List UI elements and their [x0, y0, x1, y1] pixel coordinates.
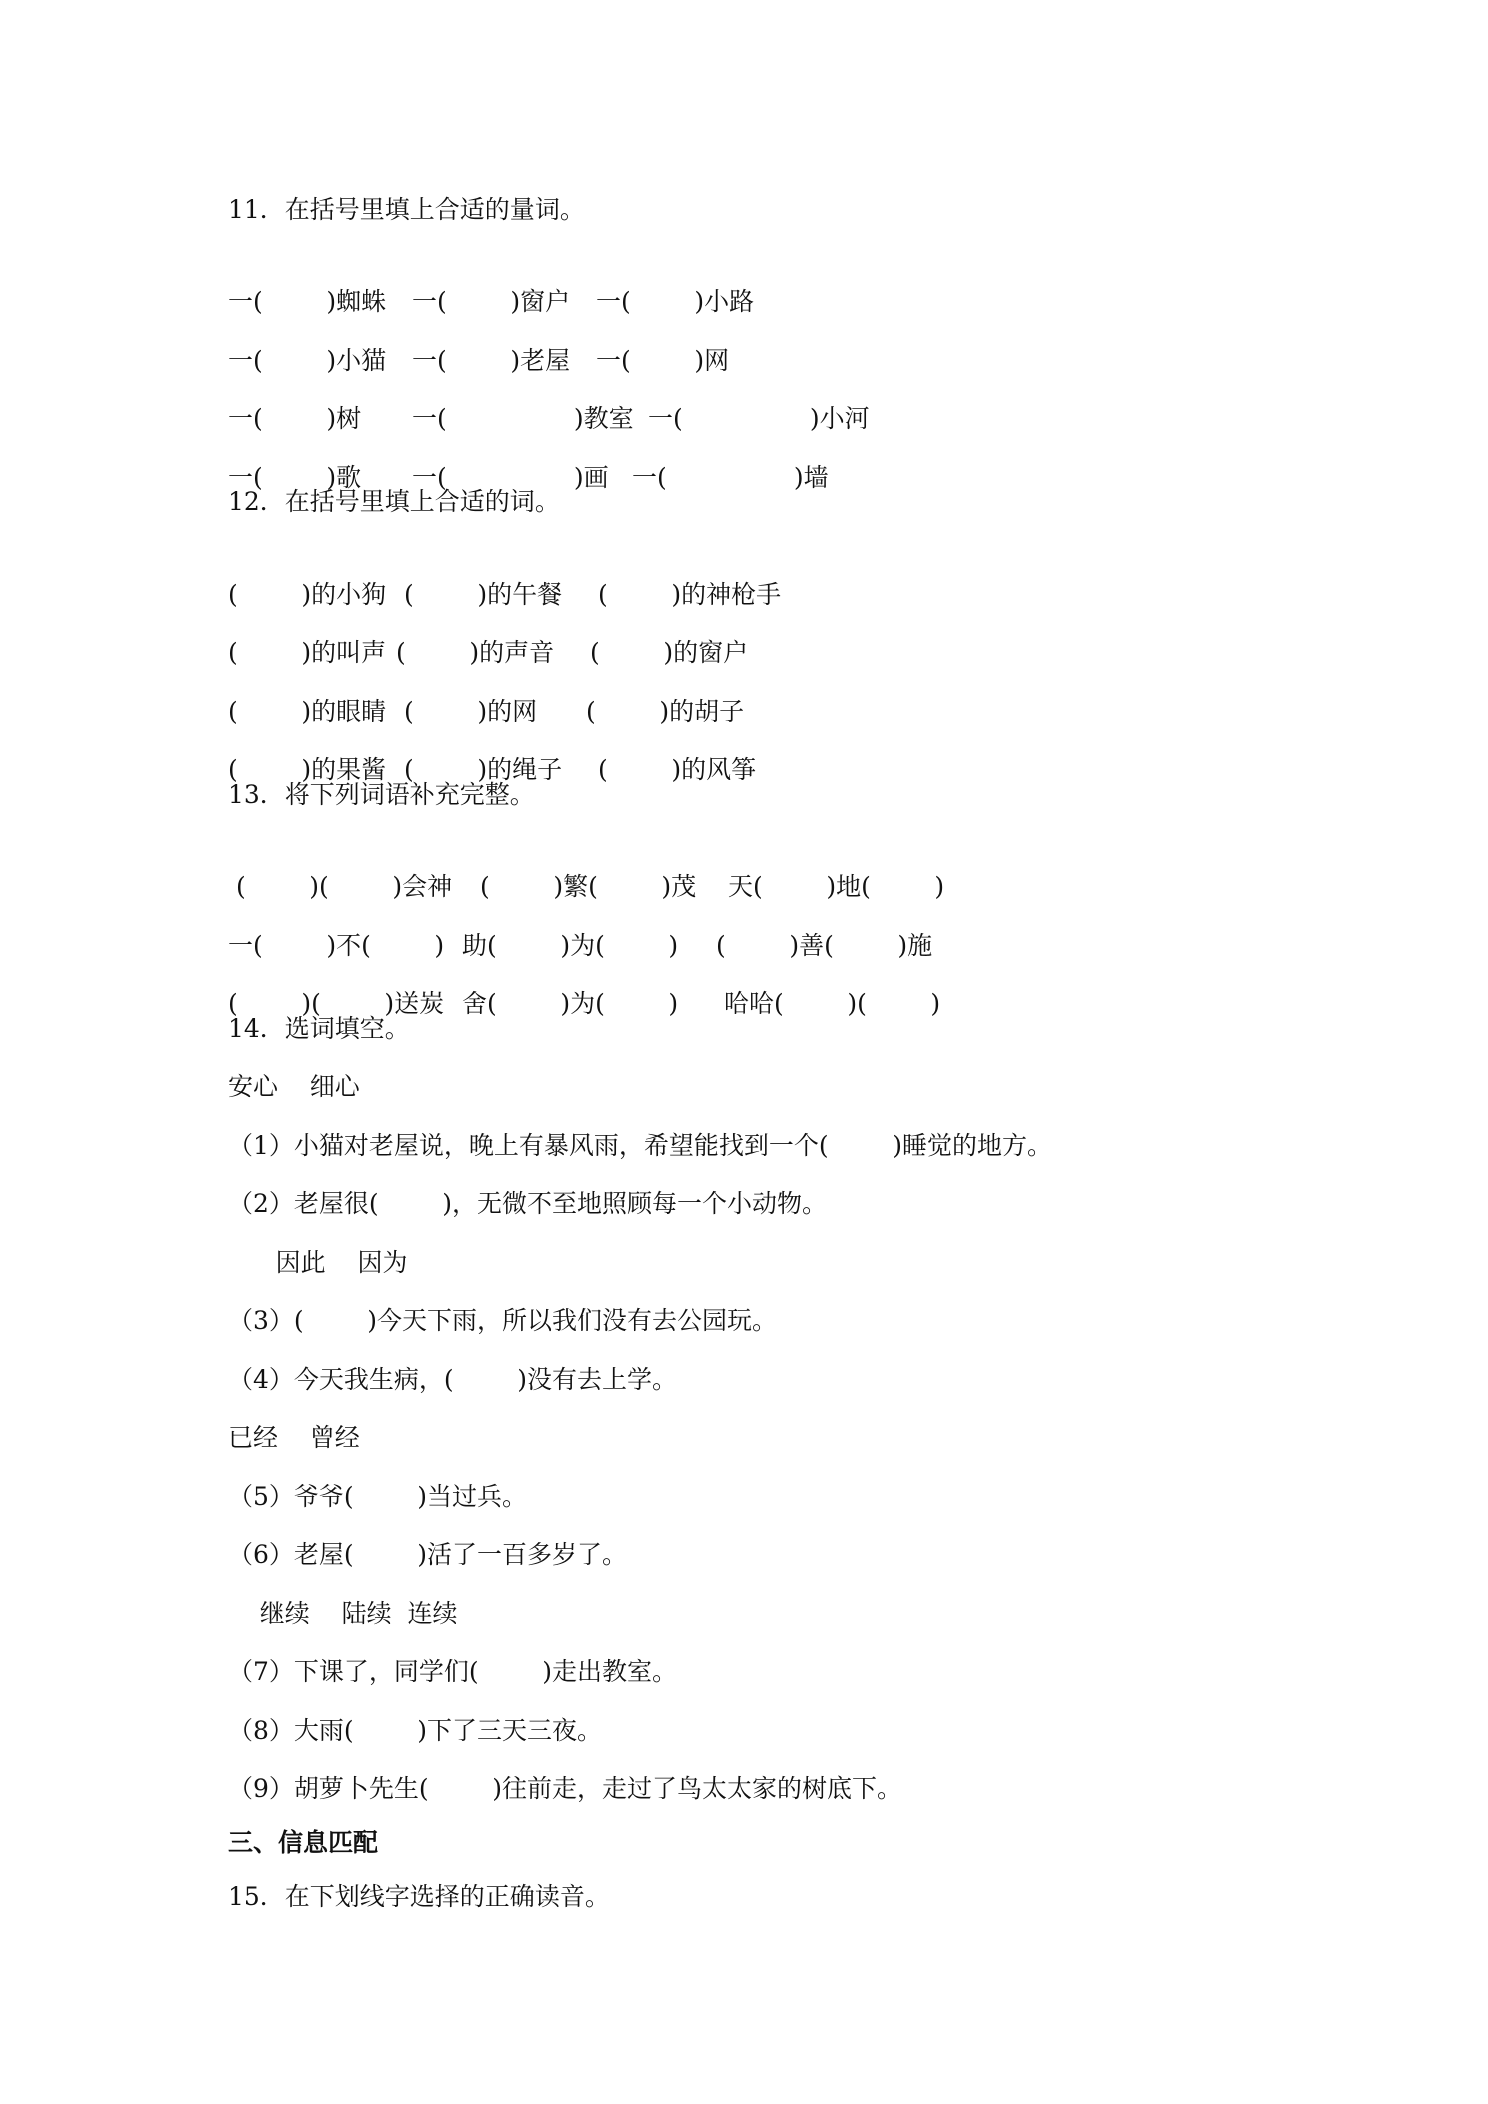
- q14-sentence: （1）小猫对老屋说，晚上有暴风雨，希望能找到一个( )睡觉的地方。: [228, 1131, 1052, 1160]
- q14-sentence: （3）( )今天下雨，所以我们没有去公园玩。: [228, 1306, 777, 1335]
- q11-item: 一( )老屋: [412, 346, 571, 375]
- q11-item: 一( )歌: [228, 463, 362, 492]
- q12-item: ( )的网: [404, 697, 538, 726]
- q14-word-choices: 安心 细心: [228, 1072, 360, 1101]
- q13-item: 天( )地( ): [728, 872, 945, 901]
- q12-item: ( )的绳子: [404, 755, 563, 784]
- section-heading: 三、信息匹配: [228, 1828, 379, 1857]
- q12-item: ( )的窗户: [590, 638, 749, 667]
- q13-item: 助( )为( ): [462, 931, 679, 960]
- q13-item: ( )善( )施: [716, 931, 933, 960]
- q12-item: ( )的声音: [396, 638, 555, 667]
- q11-item: 一( )画: [412, 463, 609, 492]
- q12-item: ( )的午餐: [404, 580, 563, 609]
- q12-item: ( )的眼睛: [228, 697, 387, 726]
- q13-title: 13．将下列词语补充完整。: [228, 780, 535, 809]
- q11-item: 一( )小猫: [228, 346, 387, 375]
- q13-item: ( )( )会神: [228, 872, 453, 901]
- q11-item: 一( )窗户: [412, 287, 571, 316]
- q13-item: ( )繁( )茂: [480, 872, 697, 901]
- q14-sentence: （9）胡萝卜先生( )往前走，走过了鸟太太家的树底下。: [228, 1774, 902, 1803]
- q11-item: 一( )小河: [648, 404, 870, 433]
- q12-item: ( )的神枪手: [598, 580, 782, 609]
- q14-sentence: （6）老屋( )活了一百多岁了。: [228, 1540, 627, 1569]
- q14-sentence: （2）老屋很( )，无微不至地照顾每一个小动物。: [228, 1189, 827, 1218]
- q11-item: 一( )树: [228, 404, 362, 433]
- q12-item: ( )的小狗: [228, 580, 387, 609]
- q14-sentence: （7）下课了，同学们( )走出教室。: [228, 1657, 677, 1686]
- q13-item: 哈哈( )( ): [724, 989, 941, 1018]
- q14-word-choices: 已经 曾经: [228, 1423, 360, 1452]
- q12-title: 12．在括号里填上合适的词。: [228, 487, 560, 516]
- q14-word-choices: 继续 陆续 连续: [228, 1599, 458, 1628]
- q15-title: 15．在下划线字选择的正确读音。: [228, 1882, 610, 1911]
- q12-item: ( )的胡子: [586, 697, 745, 726]
- q11-item: 一( )小路: [596, 287, 755, 316]
- q11-item: 一( )蜘蛛: [228, 287, 387, 316]
- q14-sentence: （8）大雨( )下了三天三夜。: [228, 1716, 602, 1745]
- q14-sentence: （5）爷爷( )当过兵。: [228, 1482, 527, 1511]
- q14-sentence: （4）今天我生病，( )没有去上学。: [228, 1365, 677, 1394]
- q11-item: 一( )教室: [412, 404, 634, 433]
- q13-item: 一( )不( ): [228, 931, 445, 960]
- q14-title: 14．选词填空。: [228, 1014, 410, 1043]
- q12-item: ( )的风筝: [598, 755, 757, 784]
- q11-title: 11．在括号里填上合适的量词。: [228, 195, 585, 224]
- q11-item: 一( )墙: [632, 463, 829, 492]
- q13-item: 舍( )为( ): [462, 989, 679, 1018]
- q13-item: ( )( )送炭: [228, 989, 445, 1018]
- q12-item: ( )的叫声: [228, 638, 387, 667]
- q14-word-choices: 因此 因为: [228, 1248, 408, 1277]
- q11-item: 一( )网: [596, 346, 730, 375]
- q12-item: ( )的果酱: [228, 755, 387, 784]
